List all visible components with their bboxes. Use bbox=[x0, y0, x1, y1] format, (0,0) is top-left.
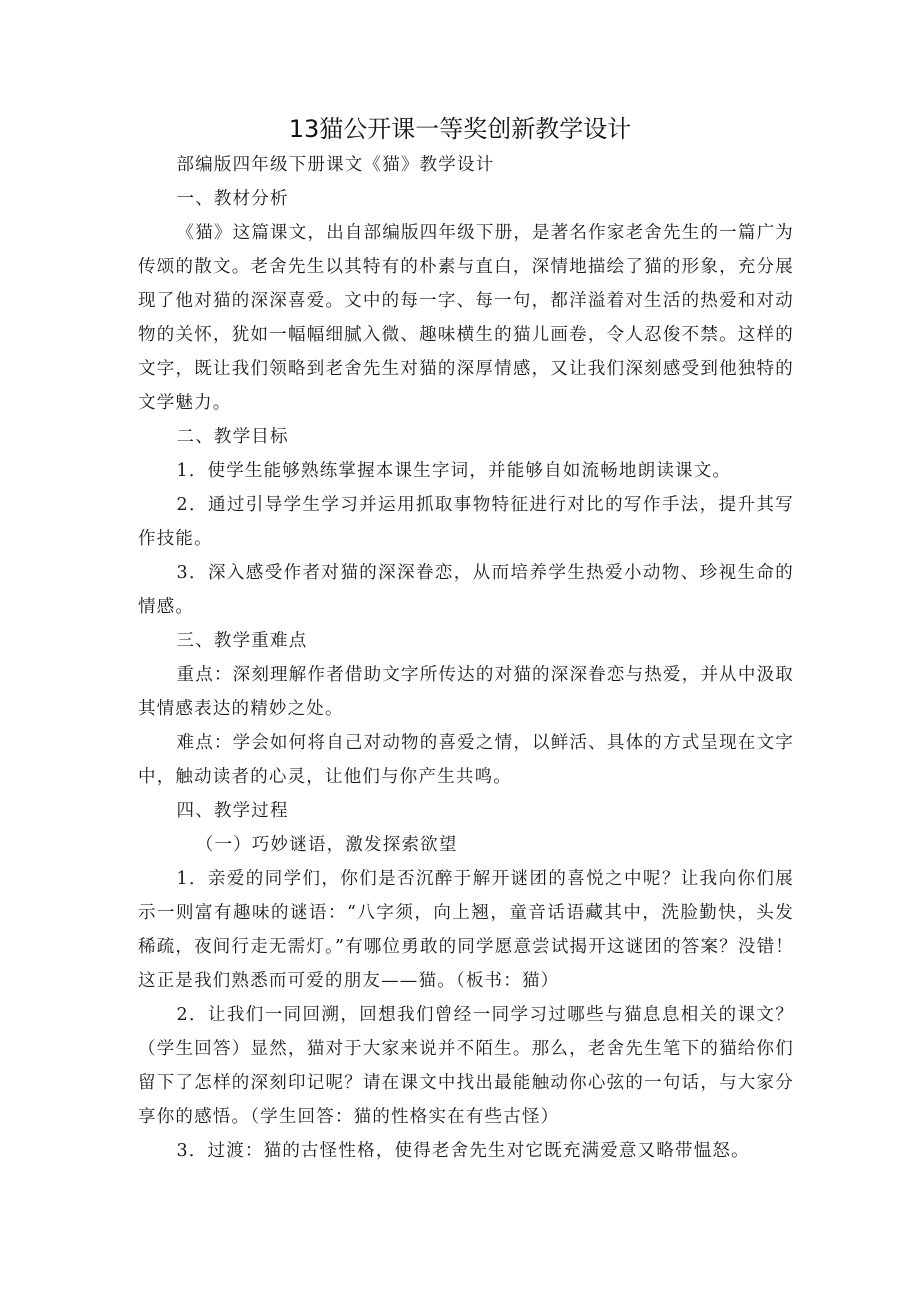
subsection-heading: （一）巧妙谜语，激发探索欲望 bbox=[195, 835, 458, 855]
section-heading: 四、教学过程 bbox=[176, 801, 289, 821]
body-paragraph: 难点：学会如何将自己对动物的喜爱之情，以鲜活、具体的方式呈现在文字中，触动读者的心灵，让他们与你产生共鸣。 bbox=[138, 733, 794, 787]
document-title: 13猫公开课一等奖创新教学设计 bbox=[288, 115, 632, 143]
body-paragraph: 1．使学生能够熟练掌握本课生字词，并能够自如流畅地朗读课文。 bbox=[176, 461, 732, 481]
document-body bbox=[138, 148, 794, 1168]
body-paragraph: 2．让我们一同回溯，回想我们曾经一同学习过哪些与猫息息相关的课文？（学生回答）显然，猫对于大家来说并不陌生。那么，老舍先生笔下的猫给你们留下了怎样的深刻印记呢？请在课文中找出最能触动你心弦的一句话，与大家分享你的感悟。（学生回答：猫的性格实在有些古怪） bbox=[138, 1005, 794, 1127]
body-paragraph: 3．深入感受作者对猫的深深眷恋，从而培养学生热爱小动物、珍视生命的情感。 bbox=[138, 563, 794, 617]
section-heading: 一、教材分析 bbox=[176, 189, 289, 209]
body-paragraph: 3．过渡：猫的古怪性格，使得老舍先生对它既充满爱意又略带愠怒。 bbox=[176, 1141, 750, 1161]
body-paragraph: 1．亲爱的同学们，你们是否沉醉于解开谜团的喜悦之中呢？让我向你们展示一则富有趣味的谜语：“八字须，向上翘，童音话语藏其中，洗脸勤快，头发稀疏，夜间行走无需灯。”有哪位勇敢的同学愿意尝试揭开这谜团的答案？没错！这正是我们熟悉而可爱的朋友——猫。（板书：猫） bbox=[138, 869, 794, 991]
body-paragraph: 2．通过引导学生学习并运用抓取事物特征进行对比的写作手法，提升其写作技能。 bbox=[138, 495, 794, 549]
body-paragraph: 重点：深刻理解作者借助文字所传达的对猫的深深眷恋与热爱，并从中汲取其情感表达的精妙之处。 bbox=[138, 665, 794, 719]
section-heading: 三、教学重难点 bbox=[176, 631, 308, 651]
section-heading: 二、教学目标 bbox=[176, 427, 289, 447]
body-paragraph: 《猫》这篇课文，出自部编版四年级下册，是著名作家老舍先生的一篇广为传颂的散文。老舍先生以其特有的朴素与直白，深情地描绘了猫的形象，充分展现了他对猫的深深喜爱。文中的每一字、每一句，都洋溢着对生活的热爱和对动物的关怀，犹如一幅幅细腻入微、趣味横生的猫儿画卷，令人忍俊不禁。这样的文字，既让我们领略到老舍先生对猫的深厚情感，又让我们深刻感受到他独特的文学魅力。 bbox=[138, 223, 794, 413]
subtitle-line: 部编版四年级下册课文《猫》教学设计 bbox=[176, 155, 495, 175]
